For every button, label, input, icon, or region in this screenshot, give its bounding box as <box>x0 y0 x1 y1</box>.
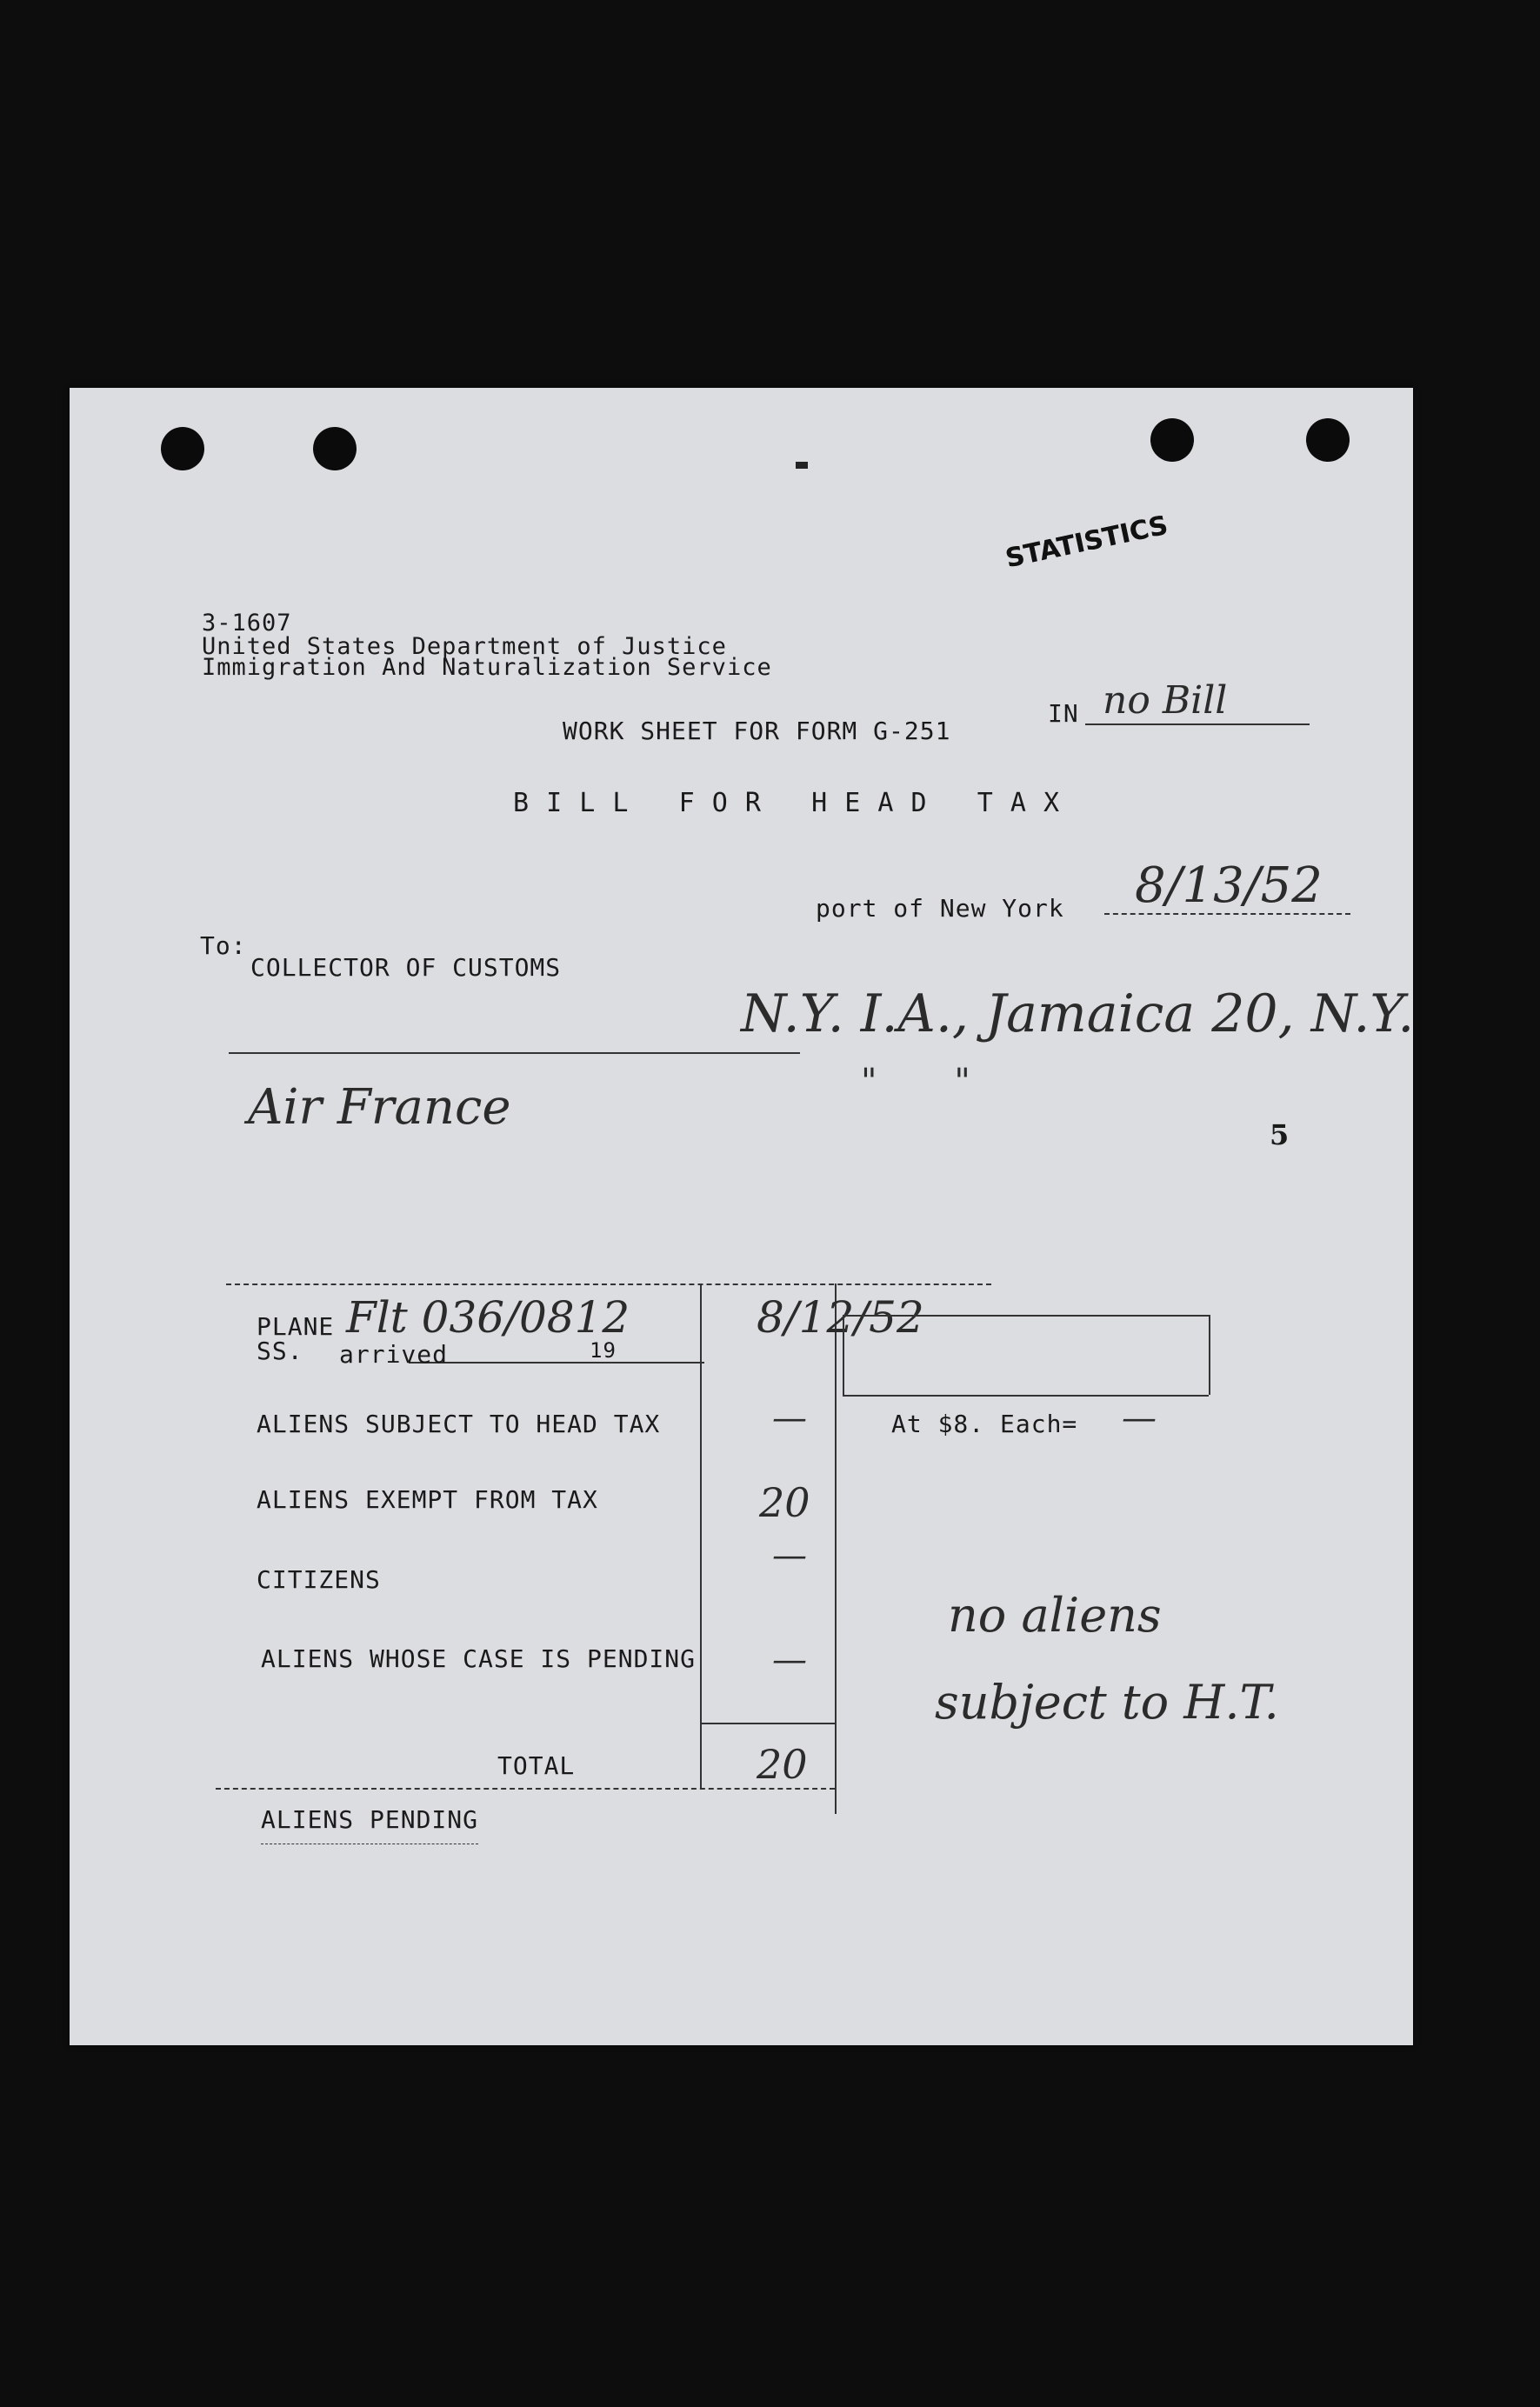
note-line-2: subject to H.T. <box>935 1675 1279 1730</box>
port-label: port of New York <box>816 894 1064 923</box>
punch-hole-4 <box>1306 418 1350 462</box>
bill-title: B I L L F O R H E A D T A X <box>513 788 1061 818</box>
plane-label: PLANE <box>257 1312 335 1341</box>
table-divider-right <box>835 1284 837 1814</box>
year-prefix: 19 <box>590 1338 617 1363</box>
flight-handwritten: Flt 036/0812 <box>346 1292 630 1343</box>
address-line <box>229 1052 800 1054</box>
row-label-citizens: CITIZENS <box>257 1565 381 1594</box>
row-value-subject: — <box>772 1398 807 1438</box>
arrival-date-handwritten: 8/12/52 <box>757 1292 924 1343</box>
rate-box-top <box>843 1315 1209 1317</box>
table-top-rule <box>226 1284 991 1285</box>
statistics-stamp: STATISTICS <box>1003 510 1171 575</box>
in-value: no Bill <box>1103 678 1228 723</box>
page-mark: 5 <box>1270 1118 1290 1151</box>
note-line-1: no aliens <box>948 1588 1162 1643</box>
ditto-marks: " " <box>861 1062 970 1102</box>
row-label-subject: ALIENS SUBJECT TO HEAD TAX <box>257 1410 661 1438</box>
service-name: Immigration And Naturalization Service <box>202 654 772 681</box>
rate-label: At $8. Each= <box>891 1410 1078 1438</box>
ss-label: SS. <box>257 1337 303 1365</box>
total-label: TOTAL <box>497 1751 576 1780</box>
to-label: To: <box>200 931 247 960</box>
department-name: United States Department of Justice <box>202 633 727 660</box>
table-bottom-rule <box>216 1788 835 1790</box>
date-handwritten: 8/13/52 <box>1135 857 1323 914</box>
aliens-pending-label: ALIENS PENDING <box>261 1805 479 1834</box>
total-value: 20 <box>757 1741 808 1788</box>
form-number: 3-1607 <box>202 610 292 637</box>
total-row-rule <box>700 1723 837 1724</box>
in-underline <box>1085 723 1310 725</box>
collector-label: COLLECTOR OF CUSTOMS <box>250 953 562 982</box>
rate-box-bottom <box>843 1395 1209 1397</box>
row-label-pending: ALIENS WHOSE CASE IS PENDING <box>261 1644 697 1673</box>
rate-box-left <box>843 1315 844 1395</box>
rate-box-right <box>1209 1315 1210 1395</box>
row-value-exempt: 20 <box>759 1479 810 1526</box>
document-page <box>70 388 1413 2045</box>
table-divider-left <box>700 1284 702 1788</box>
row-value-citizens: — <box>772 1536 807 1576</box>
plane-row-rule <box>409 1362 704 1364</box>
worksheet-title: WORK SHEET FOR FORM G-251 <box>563 717 951 745</box>
ink-speck <box>796 462 808 469</box>
in-label: IN <box>1048 699 1079 728</box>
location-handwritten: N.Y. I.A., Jamaica 20, N.Y. <box>741 983 1415 1044</box>
row-value-pending: — <box>772 1640 807 1680</box>
punch-hole-2 <box>313 427 357 470</box>
row-label-exempt: ALIENS EXEMPT FROM TAX <box>257 1485 598 1514</box>
carrier-handwritten: Air France <box>248 1079 511 1136</box>
punch-hole-3 <box>1150 418 1194 462</box>
rate-value: — <box>1122 1398 1157 1438</box>
punch-hole-1 <box>161 427 204 470</box>
arrived-label: arrived <box>339 1340 449 1369</box>
